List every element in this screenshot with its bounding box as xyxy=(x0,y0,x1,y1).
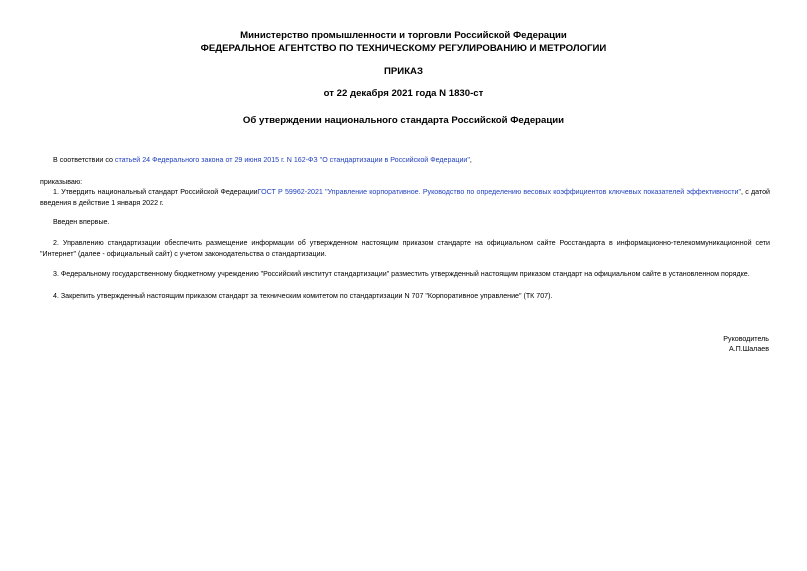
doc-type-heading: ПРИКАЗ xyxy=(384,66,423,77)
item-4-paragraph: 4. Закрепить утвержденный настоящим приказом стандарт за техническим комитетом по стандартизации N 707 "Корпоративное управление" (ТК 707). xyxy=(53,292,553,300)
item-1-suffix: , с датой введения в действие 1 января 2022 г. xyxy=(40,188,770,207)
agency-heading: ФЕДЕРАЛЬНОЕ АГЕНТСТВО ПО ТЕХНИЧЕСКОМУ РЕГУЛИРОВАНИЮ И МЕТРОЛОГИИ xyxy=(200,43,607,54)
item-1-paragraph xyxy=(40,187,770,209)
item-2-paragraph: 2. Управлению стандартизации обеспечить размещение информации об утвержденном настоящим приказом стандарте на официальном сайте Росстандарта в информационно-телекоммуникационной сети "Интернет" (далее - официальный сайт) с учетом законодательства о стандартизации. xyxy=(40,239,770,258)
intro-paragraph xyxy=(40,155,770,166)
signature-position: Руководитель xyxy=(723,335,769,343)
item-3-paragraph: 3. Федеральному государственному бюджетному учреждению "Российский институт стандартизации" разместить утвержденный настоящим приказом стандарт на официальном сайте в установленном порядке. xyxy=(53,270,750,278)
intro-prefix: В соответствии со xyxy=(53,156,115,164)
intro-suffix: , xyxy=(469,156,472,164)
order-word: приказываю: xyxy=(40,178,83,186)
standard-link[interactable]: ГОСТ Р 59962-2021 "Управление корпоративное. Руководство по определению весовых коэффициентов ключевых показателей эффективности" xyxy=(257,188,742,196)
law-link[interactable]: статьей 24 Федерального закона от 29 июня 2015 г. N 162-ФЗ "О стандартизации в Российской Федерации" xyxy=(114,156,470,164)
date-line: от 22 декабря 2021 года N 1830-ст xyxy=(323,88,484,99)
ministry-heading: Министерство промышленности и торговли Российской Федерации xyxy=(240,30,567,41)
document-title: Об утверждении национального стандарта Российской Федерации xyxy=(242,115,565,126)
signature-name: А.П.Шалаев xyxy=(728,345,769,353)
item-1-prefix: 1. Утвердить национальный стандарт Российской Федерации xyxy=(53,188,258,196)
introduced-note: Введен впервые. xyxy=(53,218,110,226)
